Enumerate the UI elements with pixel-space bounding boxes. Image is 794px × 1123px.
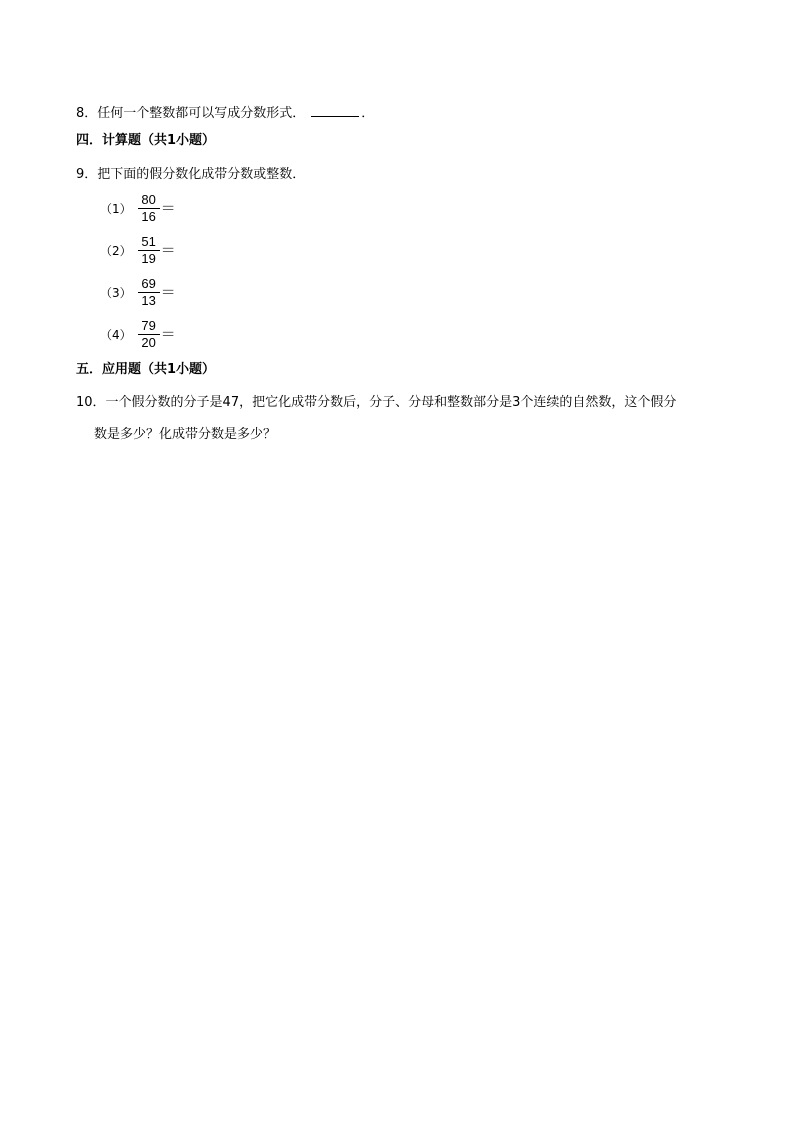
section-heading-application: 五．应用题（共1小题） [76, 362, 216, 377]
answer-blank[interactable] [311, 103, 359, 117]
question-10-line-2: 数是多少？化成带分数是多少？ [94, 427, 277, 442]
equals-sign: ＝ [160, 198, 176, 217]
equals-sign: ＝ [160, 324, 176, 343]
fraction-item-1 [100, 190, 176, 226]
numerator: 69 [141, 275, 156, 291]
fraction-item-2 [100, 232, 176, 268]
numerator: 51 [141, 233, 156, 249]
item-label: （1） [100, 201, 132, 216]
fraction [138, 234, 160, 267]
item-label: （2） [100, 243, 132, 258]
fraction-item-4 [100, 316, 176, 352]
fraction-item-3 [100, 274, 176, 310]
fraction [138, 318, 160, 351]
question-text: 一个假分数的分子是47，把它化成带分数后，分子、分母和整数部分是3个连续的自然数，这个假分 [105, 395, 677, 410]
question-number: 10． [76, 395, 106, 410]
question-number: 8． [76, 106, 98, 121]
numerator: 80 [141, 191, 156, 207]
denominator: 20 [141, 334, 156, 350]
question-number: 9． [76, 167, 98, 182]
numerator: 79 [141, 317, 156, 333]
equals-sign: ＝ [160, 240, 176, 259]
question-text: 把下面的假分数化成带分数或整数． [97, 167, 306, 182]
item-label: （3） [100, 285, 132, 300]
section-heading-calculation: 四．计算题（共1小题） [76, 133, 216, 148]
denominator: 19 [141, 250, 156, 266]
fraction [138, 192, 160, 225]
item-label: （4） [100, 327, 132, 342]
question-8 [76, 103, 374, 123]
question-10-line-1 [76, 394, 676, 412]
question-text: 任何一个整数都可以写成分数形式． [97, 106, 306, 121]
question-end: ． [361, 106, 375, 121]
fraction [138, 276, 160, 309]
equals-sign: ＝ [160, 282, 176, 301]
question-9 [76, 166, 305, 184]
denominator: 13 [141, 292, 156, 308]
denominator: 16 [141, 208, 156, 224]
